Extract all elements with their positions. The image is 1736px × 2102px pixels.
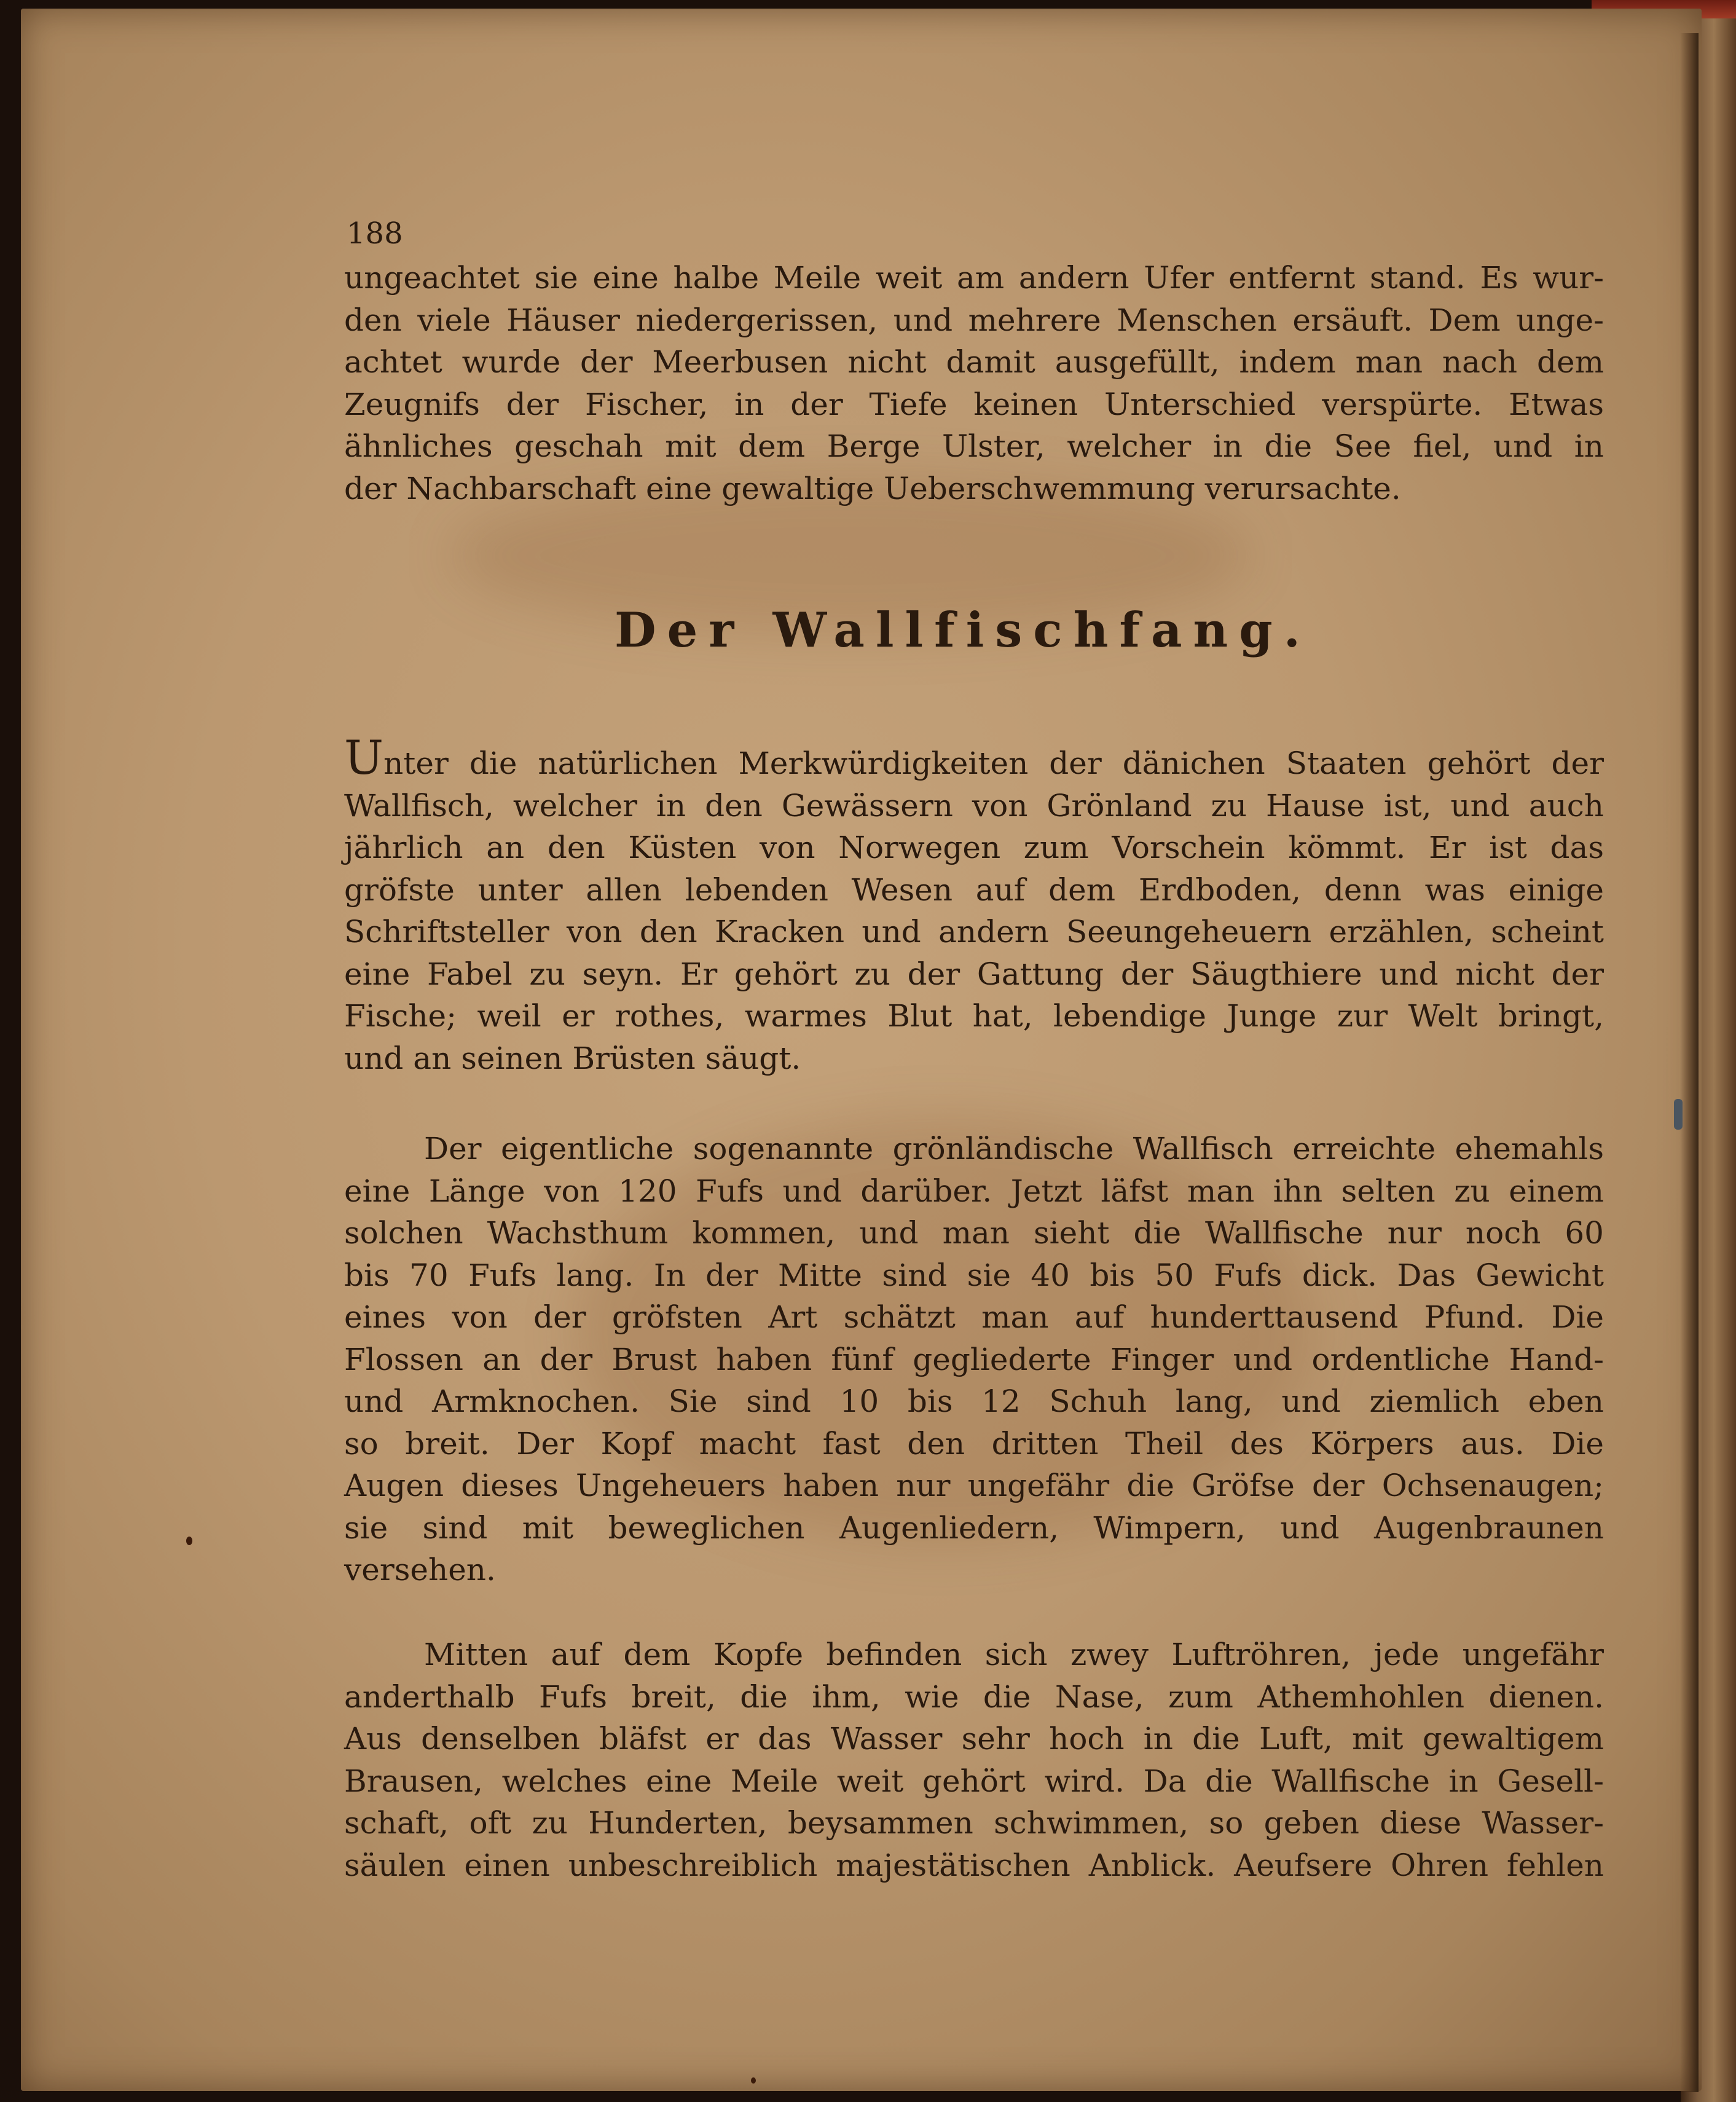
text-line: gröfste unter allen lebenden Wesen auf dem Erdboden, denn was einige [344,872,1604,908]
text-line: eine Fabel zu seyn. Er gehört zu der Gattung der Säugthiere und nicht der [344,956,1604,992]
ink-speck [751,2077,756,2084]
text-line: Der eigentliche sogenannte grönländische Wallfisch erreichte ehemahls [424,1131,1604,1167]
text-line: so breit. Der Kopf macht fast den dritten Theil des Körpers aus. Die [344,1425,1604,1462]
text-line: Flossen an der Brust haben fünf gegliederte Finger und ordentliche Hand- [344,1341,1604,1377]
clip-mark [1674,1099,1683,1130]
text-line: ungeachtet sie eine halbe Meile weit am andern Ufer entfernt stand. Es wur- [344,260,1604,296]
text-line: Schriftsteller von den Kracken und andern Seeungeheuern erzählen, scheint [344,914,1604,950]
text-line: Wallfisch, welcher in den Gewässern von Grönland zu Hause ist, und auch [344,787,1604,824]
text-line: solchen Wachsthum kommen, und man sieht die Wallfische nur noch 60 [344,1215,1604,1251]
text-line: jährlich an den Küsten von Norwegen zum Vorschein kömmt. Er ist das [344,830,1604,865]
text-line: eine Länge von 120 Fufs und darüber. Jetzt läfst man ihn selten zu einem [344,1173,1604,1209]
ink-speck [186,1537,192,1545]
intro-paragraph [344,257,1604,510]
text-line: Aus denselben bläfst er das Wasser sehr hoch in die Luft, mit gewaltigem [344,1721,1604,1757]
paragraph-1 [344,730,1604,1079]
text-line: Brausen, welches eine Meile weit gehört wird. Da die Wallfische in Gesell- [344,1763,1604,1799]
text-line: säulen einen unbeschreiblich majestätischen Anblick. Aeufsere Ohren fehlen [344,1847,1604,1883]
text-line: den viele Häuser niedergerissen, und mehrere Menschen ersäuft. Dem unge- [344,302,1604,338]
text-line: und an seinen Brüsten säugt. [344,1040,801,1076]
text-line: ähnliches geschah mit dem Berge Ulster, welcher in die See fiel, und in [344,428,1604,464]
section-heading: Der Wallfischfang. [615,602,1311,658]
text-line: bis 70 Fufs lang. In der Mitte sind sie 40 bis 50 Fufs dick. Das Gewicht [344,1257,1604,1293]
page-number: 188 [347,216,403,251]
text-line: anderthalb Fufs breit, die ihm, wie die Nase, zum Athemhohlen dienen. [344,1679,1604,1715]
drop-cap: U [344,730,384,785]
text-line: schaft, oft zu Hunderten, beysammen schwimmen, so geben diese Wasser- [344,1805,1604,1841]
text-line: Zeugnifs der Fischer, in der Tiefe keinen Unterschied verspürte. Etwas [344,386,1604,422]
text-line: Unter die natürlichen Merkwürdigkeiten der dänichen Staaten gehört der [344,730,1604,785]
text-line: eines von der gröfsten Art schätzt man auf hunderttausend Pfund. Die [344,1299,1604,1335]
text-line: sie sind mit beweglichen Augenliedern, Wimpern, und Augenbraunen [344,1510,1604,1546]
text-line: achtet wurde der Meerbusen nicht damit ausgefüllt, indem man nach dem [344,344,1604,380]
paragraph-2 [344,1128,1604,1591]
text-line: Augen dieses Ungeheuers haben nur ungefähr die Gröfse der Ochsenaugen; [344,1468,1604,1503]
text-line: und Armknochen. Sie sind 10 bis 12 Schuh lang, und ziemlich eben [344,1384,1604,1419]
text-line: der Nachbarschaft eine gewaltige Ueberschwemmung verursachte. [344,470,1401,506]
text-line: Mitten auf dem Kopfe befinden sich zwey Luftröhren, jede ungefähr [424,1637,1604,1672]
text-line: Fische; weil er rothes, warmes Blut hat, lebendige Junge zur Welt bringt, [344,998,1604,1034]
page-gutter-shadow [1680,33,1699,2092]
paragraph-3 [344,1634,1604,1886]
text-line: versehen. [344,1552,496,1588]
